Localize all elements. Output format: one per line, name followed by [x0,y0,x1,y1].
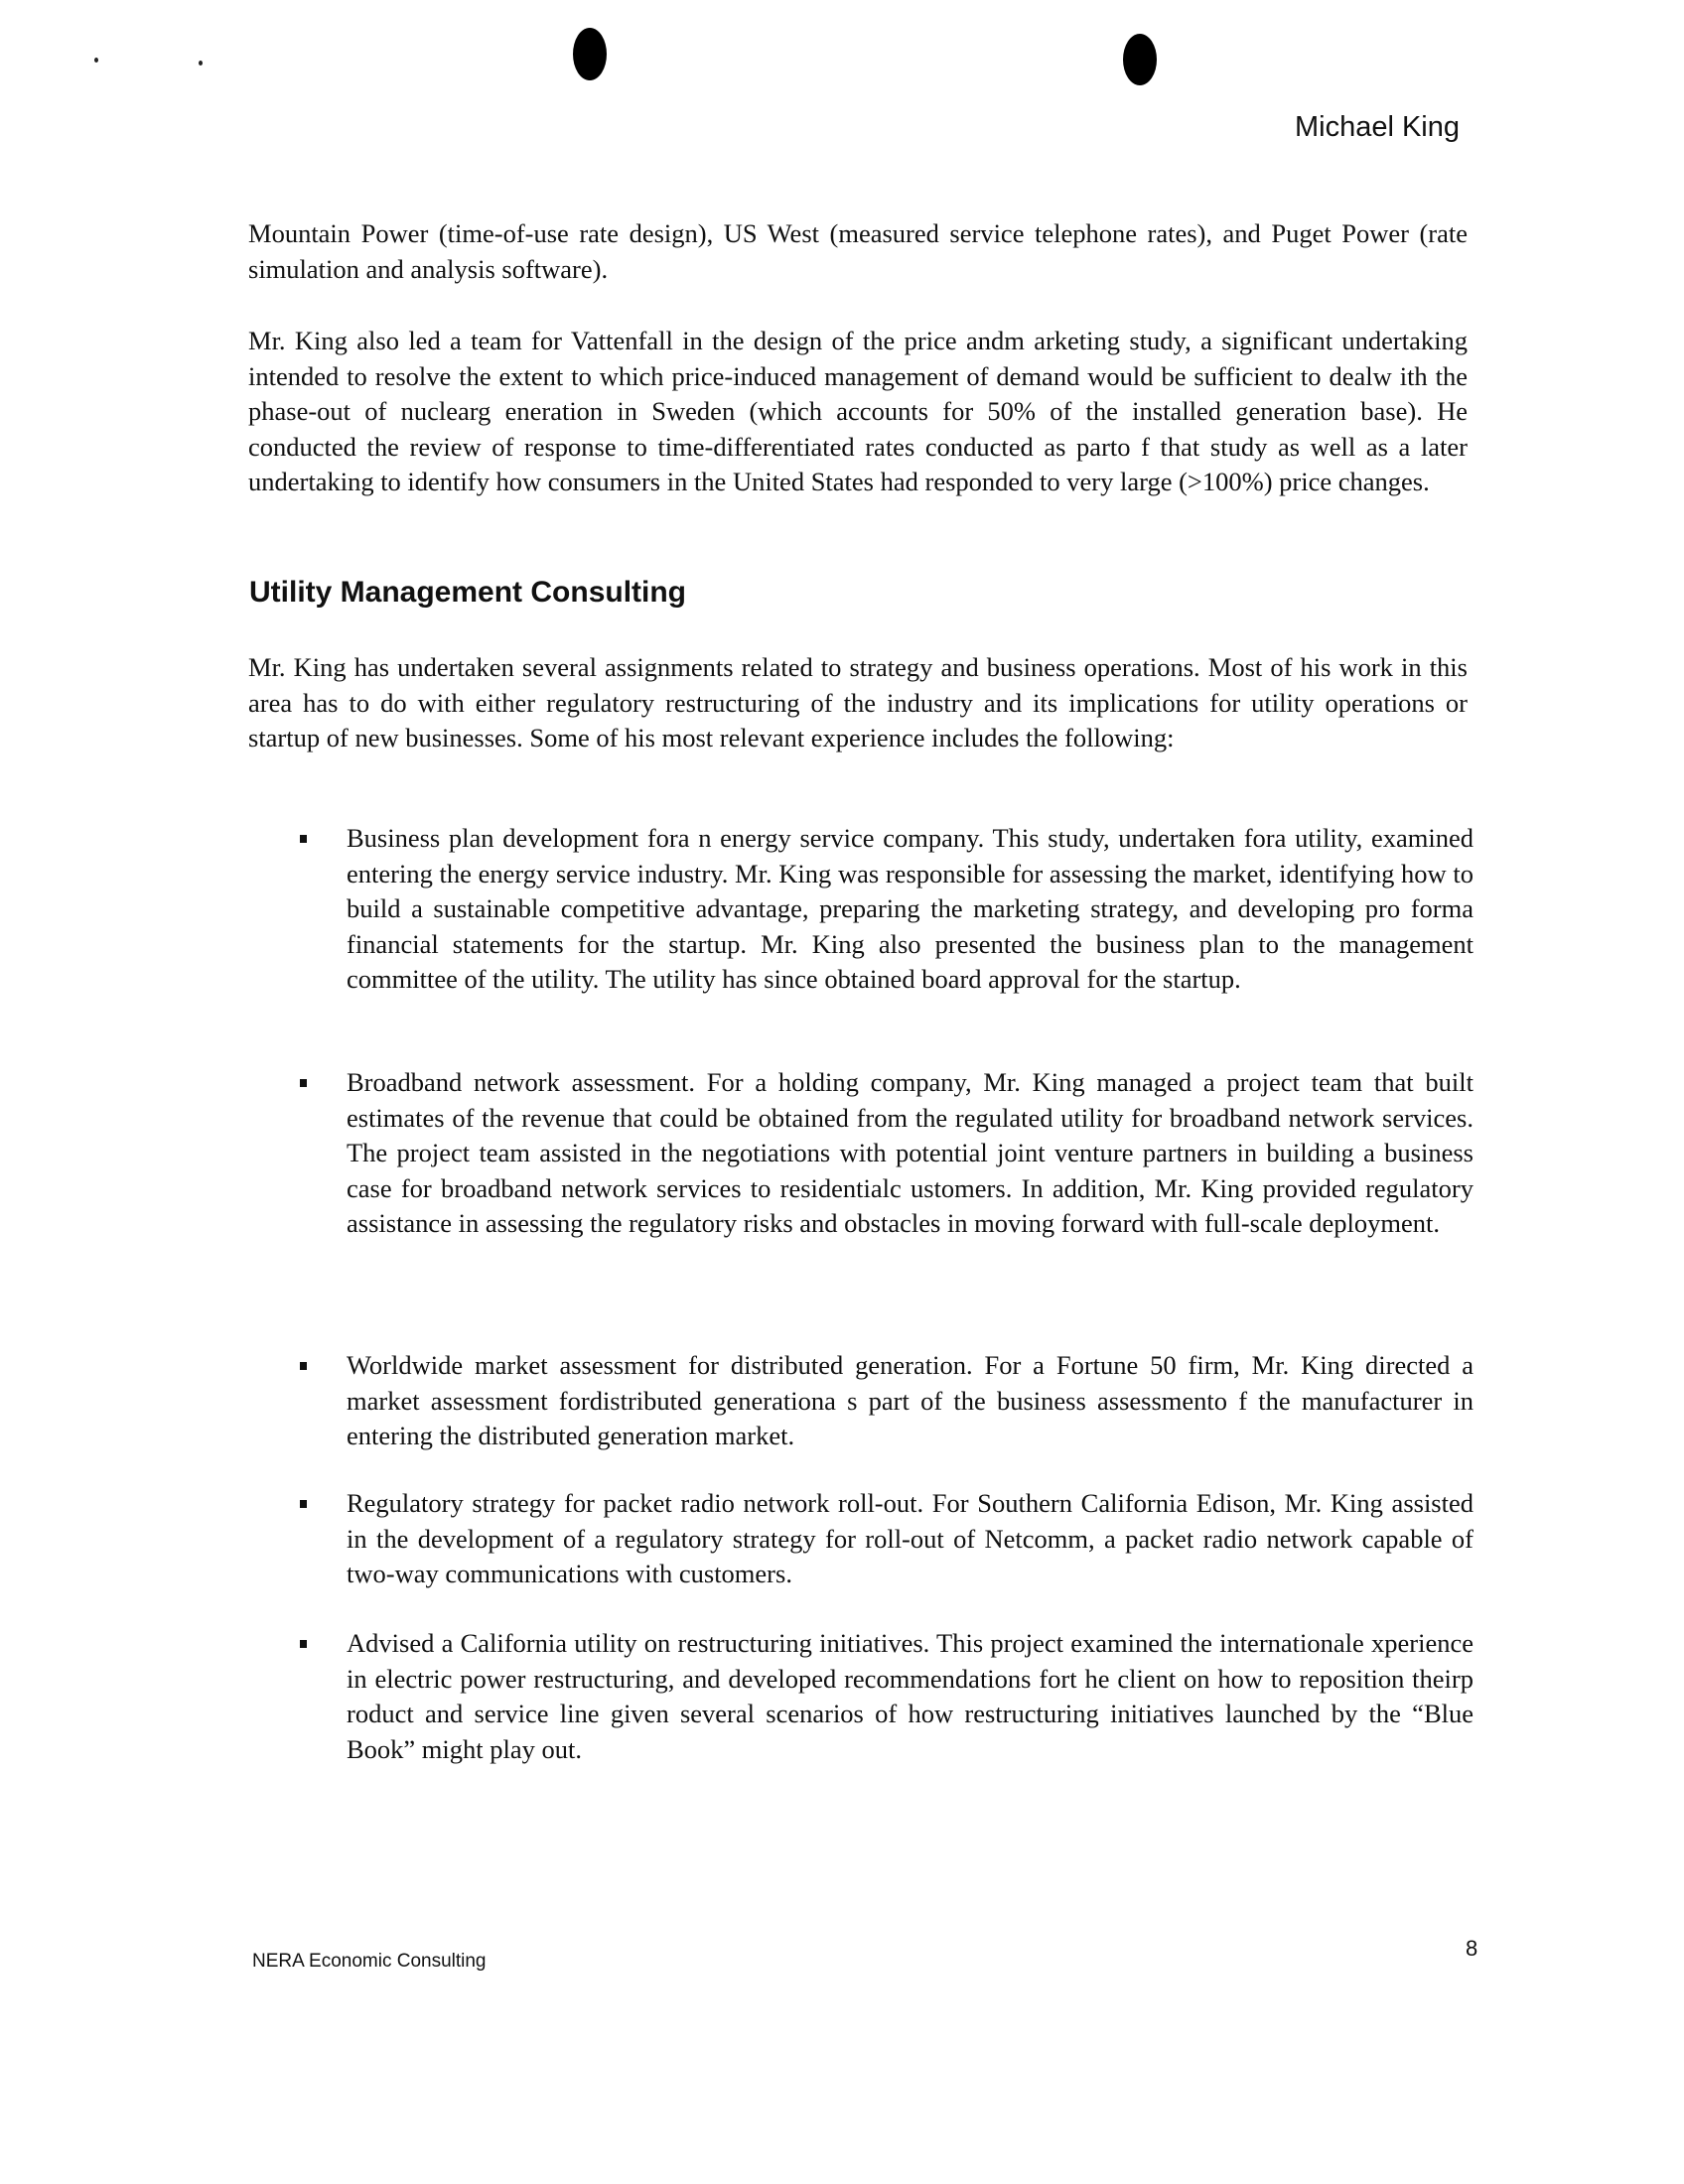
scan-speck [94,58,98,63]
bullet-icon [300,1640,307,1648]
paragraph: Mountain Power (time-of-use rate design), US West (measured service telephone rates), and Puget Power (rate simulation and analysis software). [248,218,1468,284]
bullet-item: Worldwide market assessment for distributed generation. For a Fortune 50 firm, Mr. King directed a market assessment fordistributed generationa s part of the business assessmento f the manufacturer in entering the distributed generation market. [347,1348,1474,1454]
binder-hole-mark [573,28,607,80]
bullet-icon [300,835,307,843]
bullet-item: Advised a California utility on restructuring initiatives. This project examined the internationale xperience in electric power restructuring, and developed recommendations fort he client on how to reposition theirp roduct and service line given several scenarios of how restructuring initiatives launched by the “Blue Book” might play out. [347,1626,1474,1767]
footer-company: NERA Economic Consulting [252,1951,487,1972]
paragraph: Mr. King also led a team for Vattenfall in the design of the price andm arketing study, a significant undertaking intended to resolve the extent to which price-induced management of demand would be sufficient to dealw ith the phase-out of nuclearg eneration in Sweden (which accounts for 50% of the installed generation base). He conducted the review of response to time-differentiated rates conducted as parto f that study as well as a later undertaking to identify how consumers in the United States had responded to very large (>100%) price changes. [248,326,1468,496]
bullet-item: Regulatory strategy for packet radio network roll-out. For Southern California Edison, Mr. King assisted in the development of a regulatory strategy for roll-out of Netcomm, a packet radio network capable of two-way communications with customers. [347,1486,1474,1592]
bullet-icon [300,1500,307,1508]
page-number: 8 [1466,1936,1478,1961]
bullet-item: Business plan development fora n energy service company. This study, undertaken fora utility, examined entering the energy service industry. Mr. King was responsible for assessing the market, identifying how to build a sustainable competitive advantage, preparing the marketing strategy, and developing pro forma financial statements for the startup. Mr. King also presented the business plan to the management committee of the utility. The utility has since obtained board approval for the startup. [347,821,1474,998]
section-intro: Mr. King has undertaken several assignments related to strategy and business operations. Most of his work in this area has to do with either regulatory restructuring of the industry and its implications for utility operations or startup of new businesses. Some of his most relevant experience includes the following: [248,652,1468,752]
section-heading: Utility Management Consulting [249,576,687,609]
bullet-icon [300,1362,307,1370]
bullet-item: Broadband network assessment. For a holding company, Mr. King managed a project team that built estimates of the revenue that could be obtained from the regulated utility for broadband network services. The project team assisted in the negotiations with potential joint venture partners in building a business case for broadband network services to residentialc ustomers. In addition, Mr. King provided regulatory assistance in assessing the regulatory risks and obstacles in moving forward with full-scale deployment. [347,1065,1474,1242]
bullet-icon [300,1079,307,1087]
binder-hole-mark [1123,34,1157,85]
header-author: Michael King [1294,111,1460,143]
scan-speck [199,61,203,66]
